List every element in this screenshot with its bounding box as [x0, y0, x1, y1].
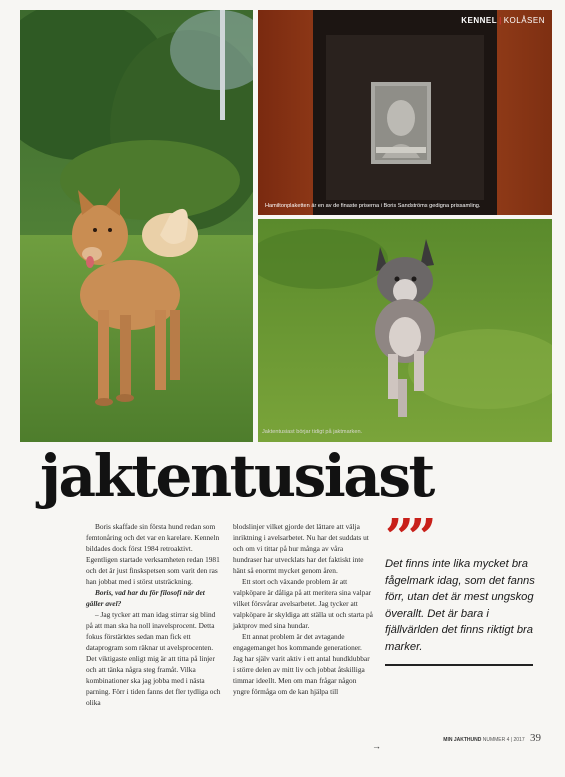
body-column-1	[86, 521, 222, 708]
page-number: 39	[530, 732, 541, 744]
section-label	[461, 16, 545, 25]
plaque-caption: Hamiltonplaketten är en av de finaste priserna i Boris Sandströms gedigna prissamling.	[265, 203, 481, 209]
quote-mark: ”	[407, 507, 431, 566]
paragraph: blodslinjer vilket gjorde det lättare att välja inriktning i avelsarbetet. Nu har det suddats ut och om vi tittar på hur många av våra hundraser har utvecklats har det faktiskt inte hänt så enormt mycket genom åren.	[233, 522, 369, 575]
article-headline: jaktentusiast	[40, 442, 433, 510]
paragraph: Ett stort och växande problem är att valpköpare är dåliga på att meritera sina valpar vilket försvårar avelsarbetet. Jag tycker att valpköpare är skyldiga att ställa ut och starta på jaktprov med sina hundar.	[233, 577, 373, 630]
photo-hamilton-plaque	[258, 10, 552, 215]
photo-running-puppy	[258, 219, 552, 442]
photo-finnish-spitz	[20, 10, 253, 442]
paragraph: Boris skaffade sin första hund redan som femtonåring och det var en karelare. Kenneln bildades dock först 1984 retroaktivt. Egentligen startade verksamheten redan 1981 och det är just finskspetsen som varit den ras han jobbat med i störst utsträckning.	[86, 522, 220, 586]
puppy-caption: Jaktentusiast börjar tidigt på jaktmarken.	[262, 429, 363, 435]
quote-mark: ”	[385, 507, 408, 566]
paragraph: Ett annat problem är det avtagande engagemanget hos kommande generationer. Jag har själv varit aktiv i ett antal hundklubbar i större delen av mitt liv och jobbat åtskilliga timmar ideellt. Men om man frågar någon yngre förmåga om de kan hjälpa till	[233, 632, 370, 696]
page-footer	[443, 732, 541, 744]
pull-quote: Det finns inte lika mycket bra fågelmark idag, som det fanns förr, utan det är mest ungskog överallt. Det är bara i fjällvärlden det finns riktigt bra marker.	[385, 558, 535, 653]
section-kennel: KENNEL	[461, 16, 498, 25]
section-divider: |	[499, 16, 502, 25]
issue-number: NUMMER 4 | 2017	[482, 737, 525, 743]
interview-question: Boris, vad har du för filosofi när det gäller avel?	[86, 588, 205, 608]
body-column-2	[233, 521, 373, 697]
quote-mark-icon	[385, 507, 431, 566]
paragraph: – Jag tycker att man idag stirrar sig blind på att man ska ha noll inavelsprocent. Detta fokus förstärktes sedan man fick ett dataprogram som räknar ut avelsprocenten. Det viktigaste enligt mig är att titta på linjer och att tänka några steg framåt. Vilka kombinationer ska jag jobba med i nästa parning. Förr i tiden fanns det fler tydliga och olika	[86, 610, 221, 707]
magazine-name: MIN JAKTHUND	[443, 737, 482, 743]
quote-divider	[385, 664, 533, 666]
section-kennel-name: KOLÅSEN	[503, 16, 545, 25]
continue-arrow-icon: →	[372, 741, 381, 751]
